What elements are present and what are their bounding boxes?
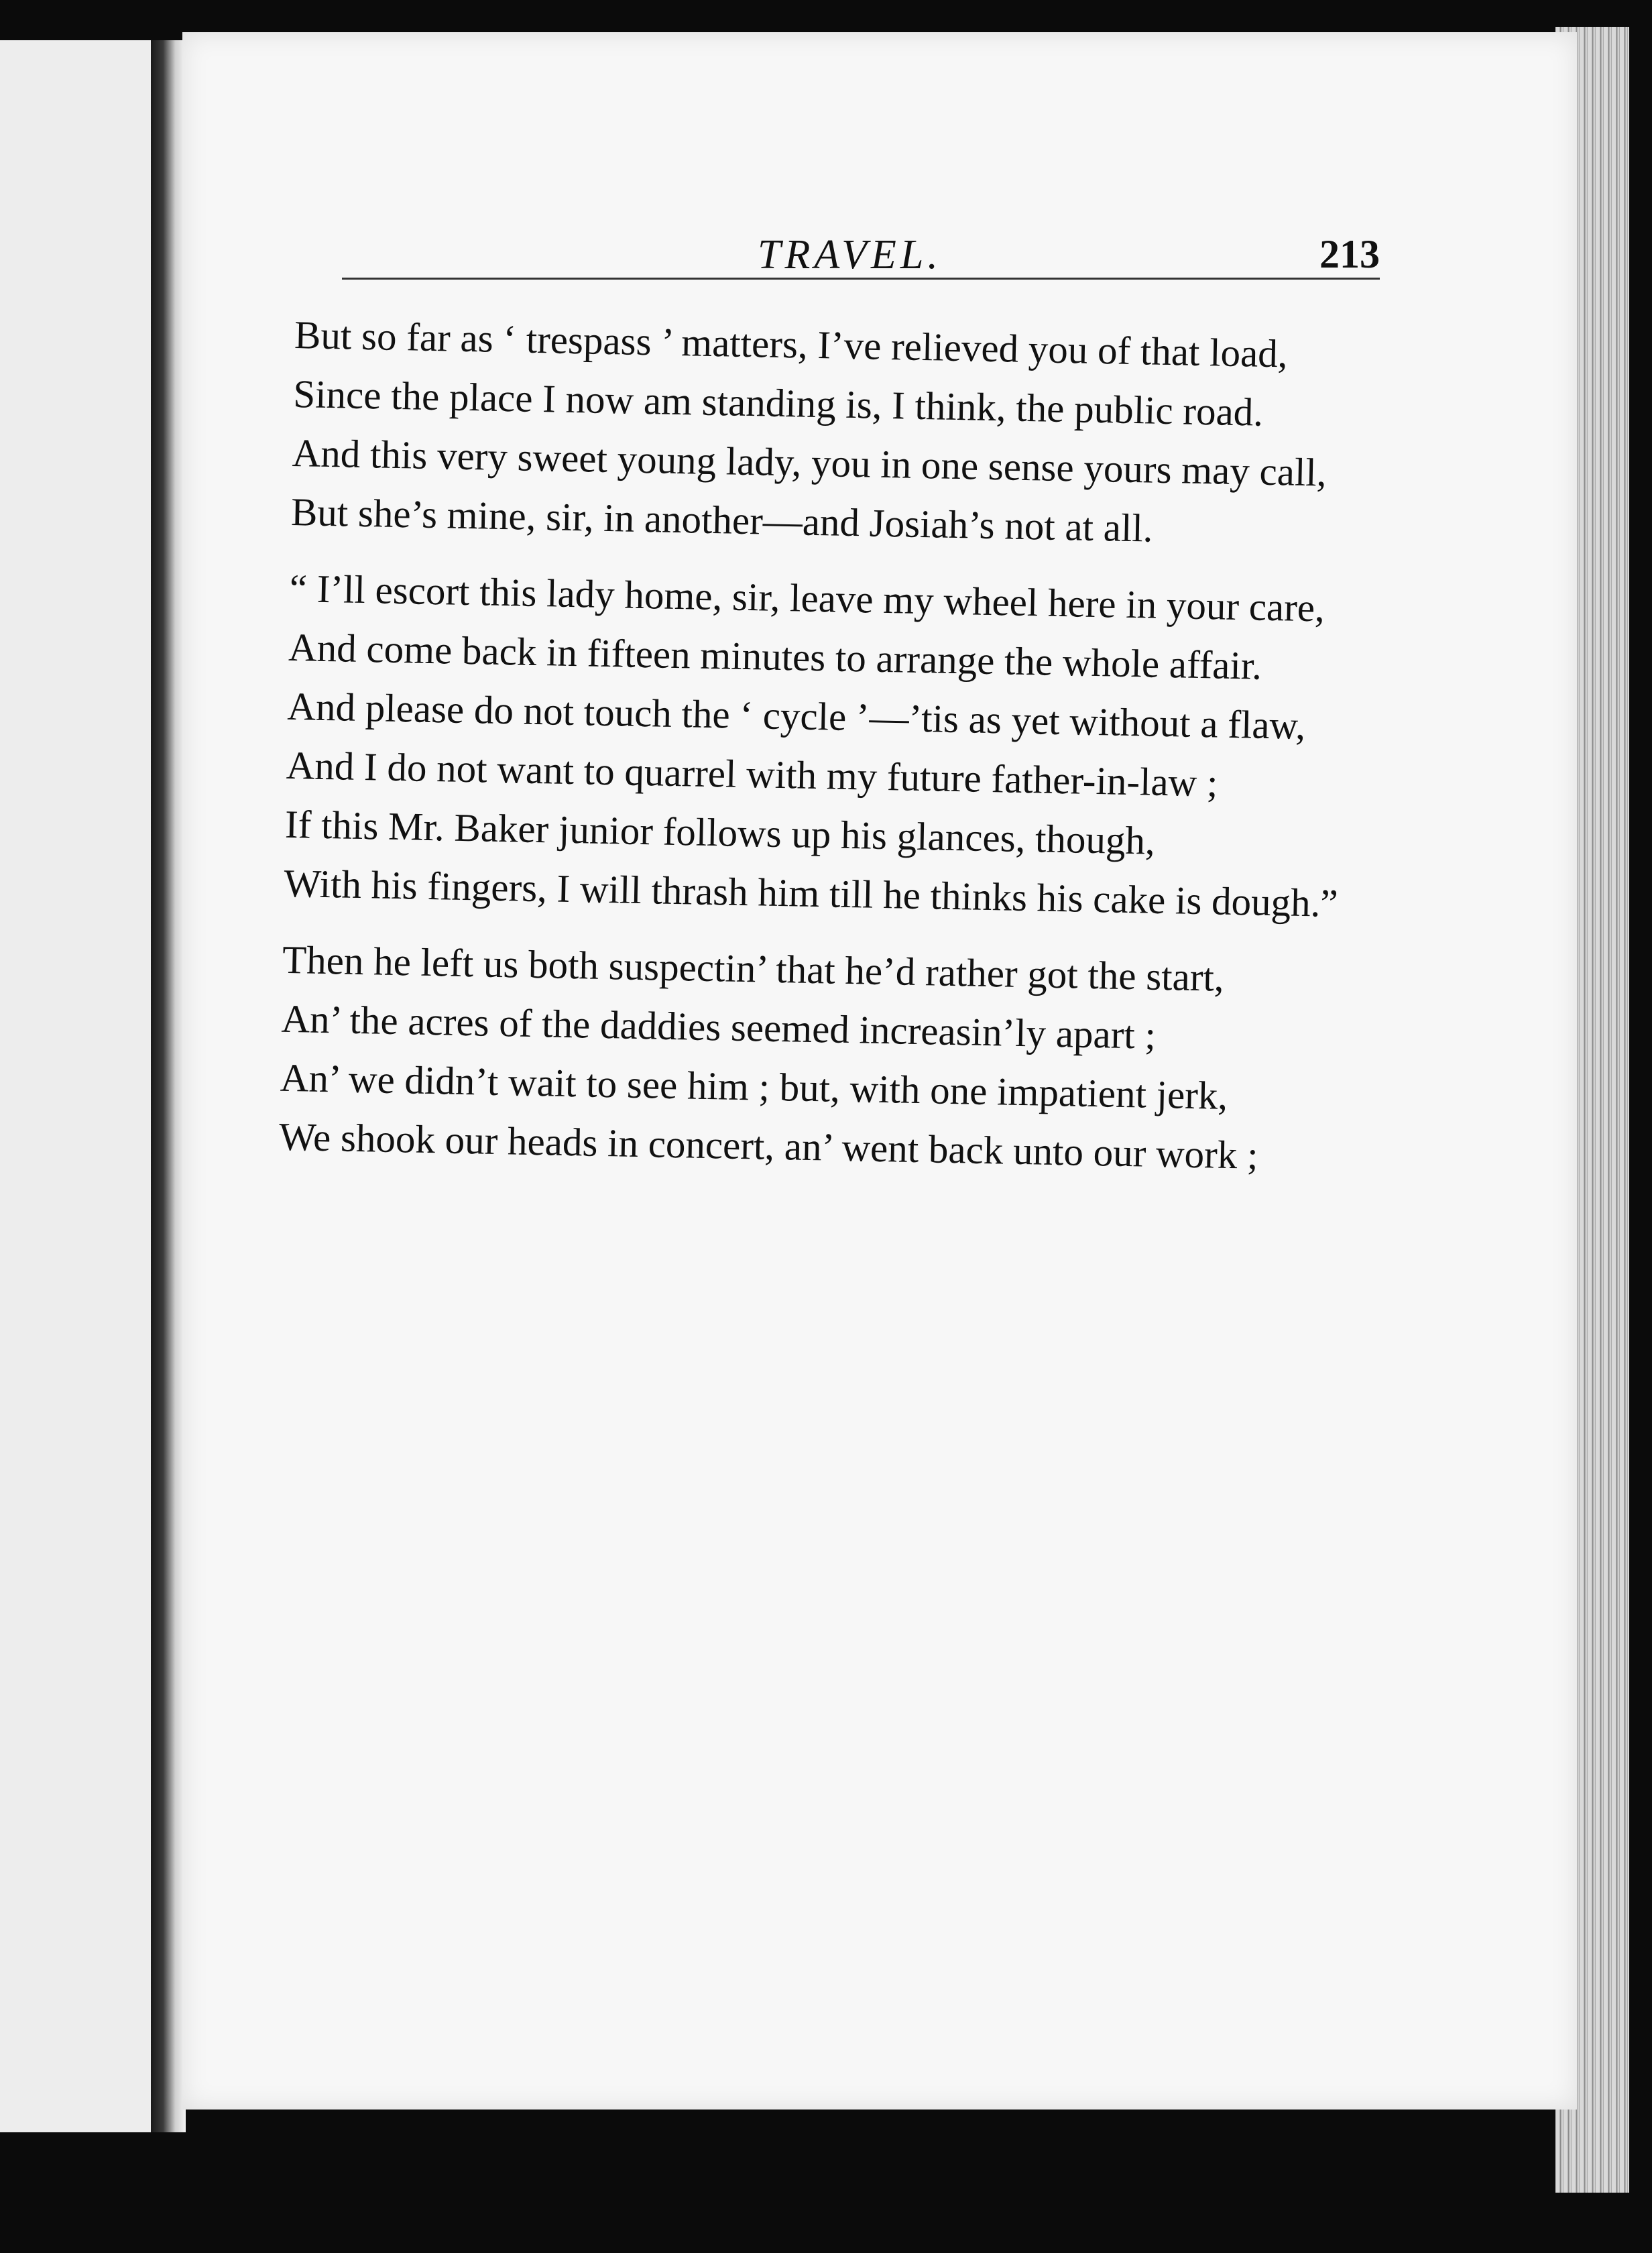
facing-page-edge (0, 40, 151, 2132)
running-title: TRAVEL. (758, 232, 942, 278)
verse-line: An’ the acres of the daddies seemed increasin’ly apart ; (280, 996, 1157, 1057)
page-number: 213 (1319, 232, 1380, 276)
verse-line: And I do not want to quarrel with my future father-in-law ; (286, 742, 1219, 805)
header-rule (342, 278, 1380, 280)
verse-line: But she’s mine, sir, in another—and Josiah’s not at all. (290, 489, 1154, 551)
verse-line: If this Mr. Baker junior follows up his glances, though, (284, 801, 1156, 863)
verse-line: And come back in fifteen minutes to arrange the whole affair. (288, 624, 1262, 688)
verse-line: Since the place I now am standing is, I think, the public road. (292, 371, 1264, 435)
verse-line: And this very sweet young lady, you in one sense yours may call, (292, 430, 1328, 495)
verse-line: We shook our heads in concert, an’ went back unto our work ; (278, 1114, 1259, 1177)
verse-line: An’ we didn’t wait to see him ; but, with one impatient jerk, (280, 1055, 1228, 1118)
verse-line: And please do not touch the ‘ cycle ’—’tis as yet without a flaw, (286, 683, 1306, 748)
verse-line: Then he left us both suspectin’ that he’d rather got the start, (282, 937, 1225, 1000)
stanza (290, 305, 1394, 562)
stanza (284, 559, 1390, 933)
book-gutter (151, 40, 186, 2132)
poem-body (278, 305, 1394, 1187)
stanza (278, 930, 1382, 1187)
verse-line: With his fingers, I will thrash him till he thinks his cake is dough.” (283, 860, 1339, 926)
verse-line: “ I’ll escort this lady home, sir, leave my wheel here in your care, (289, 565, 1325, 630)
verse-line: But so far as ‘ trespass ’ matters, I’ve relieved you of that load, (294, 312, 1289, 376)
running-header (342, 231, 1380, 278)
